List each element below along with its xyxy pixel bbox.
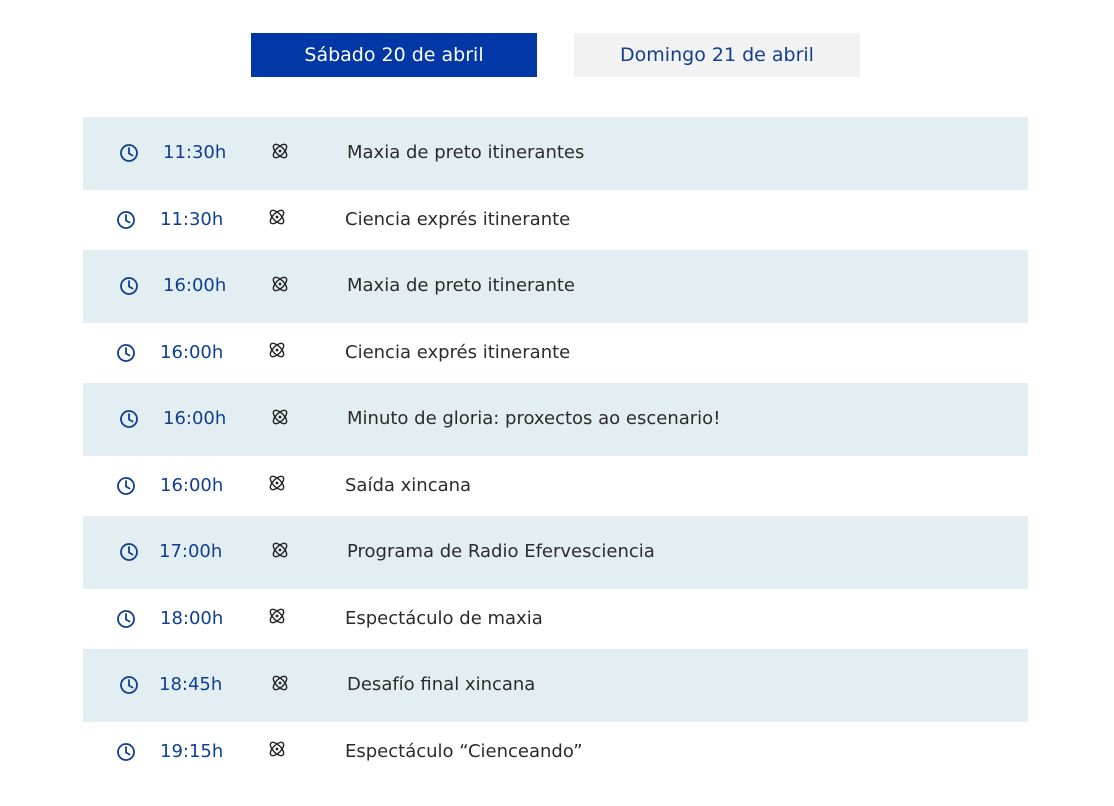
- event-time: 18:00h: [160, 608, 224, 629]
- schedule-row: [83, 516, 1028, 589]
- atom-icon: [270, 540, 290, 560]
- clock-icon: [119, 542, 139, 562]
- atom-icon: [270, 141, 290, 161]
- atom-icon: [270, 673, 290, 693]
- event-title: Espectáculo de maxia: [345, 608, 543, 629]
- event-time: 11:30h: [163, 142, 227, 163]
- event-time: 16:00h: [163, 408, 227, 429]
- clock-icon: [116, 609, 136, 629]
- event-title: Minuto de gloria: proxectos ao escenario!: [347, 408, 721, 429]
- event-time: 11:30h: [160, 209, 224, 230]
- schedule-row: [83, 589, 1028, 649]
- atom-icon: [267, 739, 287, 759]
- event-title: Maxia de preto itinerante: [347, 275, 575, 296]
- tab-saturday-label: Sábado 20 de abril: [304, 44, 484, 66]
- schedule-row: [83, 250, 1028, 323]
- event-title: Ciencia exprés itinerante: [345, 342, 571, 363]
- clock-icon: [116, 210, 136, 230]
- event-title: Programa de Radio Efervesciencia: [347, 541, 655, 562]
- clock-icon: [116, 476, 136, 496]
- tab-sunday-label: Domingo 21 de abril: [620, 44, 814, 66]
- event-title: Maxia de preto itinerantes: [347, 142, 585, 163]
- schedule-list: [83, 117, 1028, 782]
- schedule-row: [83, 649, 1028, 722]
- schedule-row: [83, 190, 1028, 250]
- event-time: 16:00h: [160, 475, 224, 496]
- schedule-row: [83, 323, 1028, 383]
- event-time: 16:00h: [163, 275, 227, 296]
- clock-icon: [119, 409, 139, 429]
- schedule-row: [83, 722, 1028, 782]
- atom-icon: [267, 606, 287, 626]
- schedule-row: [83, 456, 1028, 516]
- atom-icon: [267, 473, 287, 493]
- clock-icon: [119, 276, 139, 296]
- schedule-row: [83, 117, 1028, 190]
- atom-icon: [270, 407, 290, 427]
- tab-saturday[interactable]: [251, 33, 537, 77]
- clock-icon: [119, 675, 139, 695]
- event-title: Espectáculo “Cienceando”: [345, 741, 583, 762]
- event-title: Desafío final xincana: [347, 674, 536, 695]
- event-time: 18:45h: [159, 674, 223, 695]
- tab-sunday[interactable]: [574, 33, 860, 77]
- clock-icon: [116, 742, 136, 762]
- event-title: Saída xincana: [345, 475, 472, 496]
- event-time: 19:15h: [160, 741, 224, 762]
- atom-icon: [270, 274, 290, 294]
- schedule-row: [83, 383, 1028, 456]
- event-time: 17:00h: [159, 541, 223, 562]
- clock-icon: [116, 343, 136, 363]
- clock-icon: [119, 143, 139, 163]
- event-time: 16:00h: [160, 342, 224, 363]
- atom-icon: [267, 340, 287, 360]
- event-title: Ciencia exprés itinerante: [345, 209, 571, 230]
- atom-icon: [267, 207, 287, 227]
